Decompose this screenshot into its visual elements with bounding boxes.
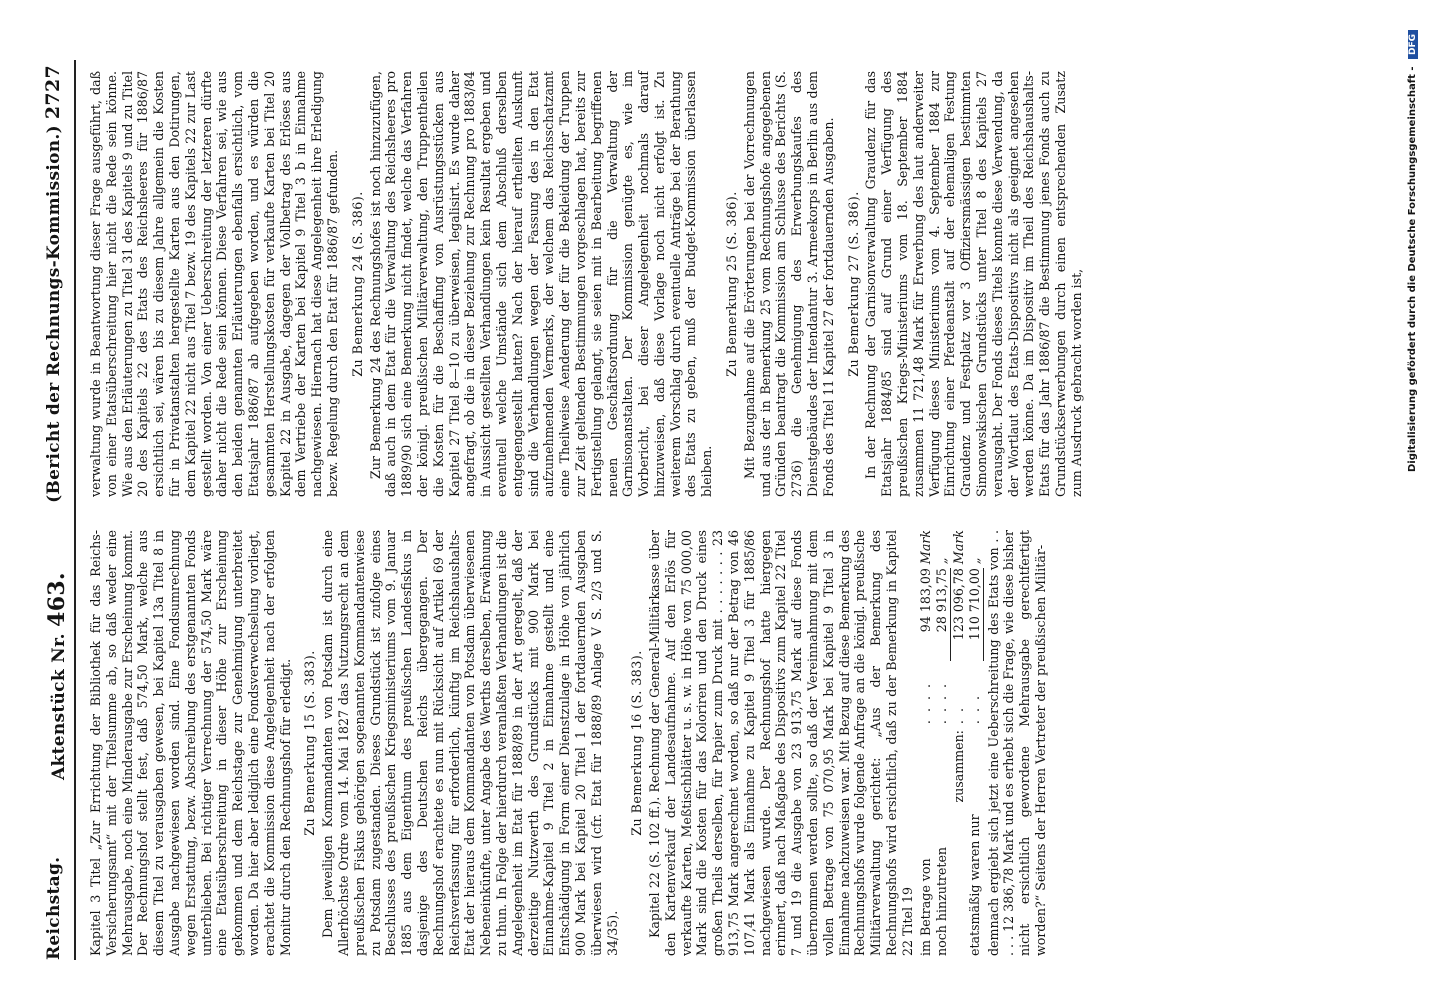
header-report-title: (Bericht der Rechnungs-Kommission.)	[44, 125, 64, 503]
header-rule	[74, 60, 76, 960]
header-aktenstueck-prefix: Aktenstück Nr.	[49, 633, 69, 780]
right-column	[88, 71, 1085, 497]
section-body-bemerkung-24: Zur Bemerkung 24 des Rechnungshofes ist noch hinzuzufügen, daß auch in dem Etat für die Verwaltung des Reichsheeres pro 1889/90 sich eine Bemerkung nicht findet, welche das Verfahren der königl. preußischen Militärverwaltung, den Truppentheilen die Kosten für die Beschaffung von Ausrüstungsstücken aus Kapitel 27 Titel 8—10 zu überweisen, legalisirt. Es wurde daher angefragt, ob die in dieser Beziehung zur Rechnung pro 1883/84 in Aussicht gestellten Verhandlungen kein Resultat ergeben und eventuell welche Umstände sich dem Abschluß derselben entgegengestellt hatten? Nach der hierauf ertheilten Auskunft sind die Verhandlungen wegen der Fassung des in den Etat aufzunehmenden Vermerks, der welchem das Reichsschatzamt eine Theilweise Aenderung der für die Bekleidung der Truppen zur Zeit geltenden Bestimmungen vorgeschlagen hat, bereits zur Fertigstellung gelangt, sie seien mit in Bearbeitung begriffenen neuen Geschäftsordnung für die Verwaltung der Garnisonanstalten. Der Kommission genügte es, wie im Vorbericht, bei dieser Angelegenheit nochmals darauf hinzuweisen, daß diese Vorlage noch nicht erfolgt ist. Zu weiterem Vorschlag durch eventuelle Anträge bei der Berathung des Etats zu geben, muß der Budget-Kommission überlassen bleiben.	[367, 71, 715, 497]
amount-label: noch hinzutreten	[934, 846, 950, 956]
left-column	[88, 530, 1049, 956]
amount-label: zusammen:	[950, 730, 966, 803]
amount-currency: „	[967, 557, 983, 565]
section-heading-bemerkung-25: Zu Bemerkung 25 (S. 386).	[724, 191, 740, 377]
section-heading-bemerkung-27: Zu Bemerkung 27 (S. 386).	[845, 191, 861, 377]
amount-leader: . .	[950, 706, 966, 725]
section-body-bemerkung-15: Dem jeweiligen Kommandanten von Potsdam ist durch eine Allerhöchste Ordre vom 14. Mai 1827 das Nutzungsrecht an dem preußischen Fiskus gehörigen sogenannten Kommandantenwiese zu Potsdam zugestanden. Dieses Grundstück ist zufolge eines Beschlusses des preußischen Kriegsministeriums vom 9. Januar 1885 aus dem Eigenthum des preußischen Landesfiskus in dasjenige des Deutschen Reichs übergegangen. Der Rechnungshof erachtete es nun mit Rücksicht auf Artikel 69 der Reichsverfassung für erforderlich, künftig im Reichshaushalts-Etat der hieraus dem Kommandanten von Potsdam überwiesenen Nebeneinkünfte, unter Angabe des Werths derselben, Erwähnung zu thun. In Folge der hierdurch veranlaßten Verhandlungen ist die Angelegenheit im Etat für 1888/89 in der Art geregelt, daß der derzeitige Nutzwerth des Grundstücks mit 900 Mark bei Einnahme-Kapitel 9 Titel 2 in Einnahme gestellt und eine Entschädigung in Form einer Dienstzulage in Höhe von jährlich 900 Mark bei Kapitel 20 Titel 1 der fortdauernden Ausgaben überwiesen wird (cfr. Etat für 1888/89 Anlage V S. 2/3 und S. 34/35).	[320, 530, 620, 956]
section-body-bemerkung-25: Mit Bezugnahme auf die Erörterungen bei der Vorrechnungen und aus der in Bemerkung 25 vom Rechnungshofe angegebenen Gründen beantragt die Kommission am Schlusse des Berichts (S. 2736) die Genehmigung des Erwerbungskaufes des Dienstgebäudes der Intendantur 3. Armeekorps in Berlin aus dem Fonds des Titel 11 Kapitel 27 der fortdauernden Ausgaben.	[741, 71, 836, 497]
amount-value: 94 183,09	[917, 568, 933, 633]
amount-currency: Mark	[917, 530, 933, 565]
digitization-credit-text: Digitalisierung gefördert durch die Deutsche Forschungsgemeinschaft -	[1407, 66, 1418, 473]
section-body-bemerkung-16: Kapitel 22 (S. 102 ff.). Rechnung der General-Militärkasse über den Kartenverkauf der Landesaufnahme. Auf den Erlös für verkaufte Karten, Meßtischblätter u. s. w. in Höhe von 75 000,00 Mark sind die Kosten für das Koloriren und den Druck eines großen Theils derselben, für Papier zum Druck mit . . . . . . . 23 913,75 Mark angerechnet worden, so daß nur der Betrag von 46 107,41 Mark als Einnahme zu Kapitel 9 Titel 3 für 1885/86 nachgewiesen wurde. Der Rechnungshof hatte hiergegen erinnert, daß nach Maßgabe des Dispositivs zum Kapitel 22 Titel 7 und 19 die Ausgabe von 23 913,75 Mark auf diese Fonds übernommen werden sollte, so daß der Vereinnahmung mit dem vollen Betrage von 75 070,95 Mark bei Kapitel 9 Titel 3 in Einnahme nachzuweisen war. Mit Bezug auf diese Bemerkung des Rechnungshofs wurde folgende Anfrage an die königl. preußische Militärverwaltung gerichtet: „Aus der Bemerkung des Rechnungshofs wird ersichtlich, daß zu der Bemerkung in Kapitel 22 Titel 19	[647, 530, 915, 956]
section-heading-bemerkung-15: Zu Bemerkung 15 (S. 383).	[302, 650, 318, 836]
right-intro-paragraph: verwaltung wurde in Beantwortung dieser Frage ausgeführt, daß von einer Etatsüberschreitung hier nicht die Rede sein könne. Wie aus den Erläuterungen zu Titel 31 des Kapitels 9 und zu Titel 20 des Kapitels 22 des Etats des Reichsheeres für 1886/87 ersichtlich sei, wären bis zu diesem Jahre allgemein die Kosten für in Privatanstalten hergestellte Karten aus den Dotirungen, dem Kapitel 22 nicht aus Titel 7 bezw. 19 des Kapitels 22 zur Last gestellt worden. Von einer Ueberschreitung der letzteren dürfte daher nicht die Rede sein können. Diese Verfahren sei, wie aus den beiden genannten Erläuterungen ebenfalls ersichtlich, vom Etatsjahr 1886/87 ab aufgegeben worden, und es würden die gesammten Herstellungskosten für verkaufte Karten bei Titel 20 Kapitel 22 in Ausgabe, dagegen der Vollbetrag des Erlöses aus dem Vertriebe der Karten bei Kapitel 9 Titel 3 b in Einnahme nachgewiesen. Hiernach hat diese Angelegenheit ihre Erledigung bezw. Regelung durch den Etat für 1886/87 gefunden.	[88, 71, 340, 497]
amount-currency: Mark	[950, 530, 966, 565]
amount-value: 110 710,00	[967, 568, 984, 661]
amount-label: etatsmäßig waren nur	[967, 814, 983, 956]
amount-row	[934, 530, 951, 956]
amount-value: 123 096,78	[950, 568, 966, 641]
dfg-logo: DFG	[1408, 30, 1418, 59]
page-number: 2727	[42, 65, 64, 120]
amount-leader: . . . .	[917, 682, 933, 725]
amount-table	[918, 530, 984, 956]
page-header	[44, 65, 70, 960]
section-heading-bemerkung-16: Zu Bemerkung 16 (S. 383).	[629, 650, 645, 836]
left-intro-paragraph: Kapitel 3 Titel „Zur Errichtung der Bibliothek für das Reichs-Versicherungsamt“ mit der Titelsumme ab, so daß weder eine Mehrausgabe, noch eine Minderausgabe zur Erscheinung kommt. Der Rechnungshof stellt fest, daß 574,50 Mark, welche aus diesem Titel zu verausgaben gewesen, bei Kapitel 13a Titel 8 in Ausgabe nachgewiesen worden sind. Eine Fondsumrechnung wegen Erstattung, bezw. Abschreibung des erstgenannten Fonds unterblieben. Bei richtiger Verrechnung der 574,50 Mark wäre eine Etatsüberschreitung in dieser Höhe zur Erscheinung gekommen und dem Reichstage zur Genehmigung unterbreitet worden. Da hier aber lediglich eine Fondsverwechselung vorliegt, erachtet die Kommission diese Angelegenheit nach der erfolgten Monitur durch den Rechnungshof für erledigt.	[88, 530, 293, 956]
amount-leader: . . . .	[934, 682, 950, 725]
header-reichstag: Reichstag.	[44, 856, 64, 960]
digitization-credit	[1407, 30, 1418, 970]
amount-row	[967, 530, 984, 956]
header-aktenstueck	[44, 572, 70, 780]
amount-label: im Betrage von	[917, 858, 933, 956]
left-closing-paragraph: demnach ergiebt sich jetzt eine Ueberschreitung des Etats von . . . . . 12 386,78 Mark und es erhebt sich die Frage, wie diese bisher nicht ersichtlich gewordene Mehrausgabe gerechtfertigt worden?“ Seitens der Herren Vertreter der preußischen Militär-	[985, 530, 1049, 956]
amount-row	[950, 530, 967, 956]
amount-currency: „	[934, 557, 950, 565]
header-aktenstueck-number: 463.	[44, 572, 70, 627]
section-body-bemerkung-27: In der Rechnung der Garnisonverwaltung Graudenz für das Etatsjahr 1884/85 sind auf Grund einer Verfügung des preußischen Kriegs-Ministeriums vom 18. September 1884 zusammen 11 721,48 Mark für Erwerbung des laut anderweiter Verfügung dieses Ministeriums vom 4. September 1884 zur Einrichtung einer Pferdeanstalt auf der ehemaligen Festung Graudenz und Festplatz vor 3 Offiziersmässigen bestimmten Simonowskischen Grundstücks unter Titel 8 des Kapitels 27 verausgabt. Der Fonds dieses Titels konnte diese Verwendung, da der Wortlaut des Etats-Dispositivs nicht als geeignet angesehen werden könne. Da im Dispositiv im Theil des Reichshaushalts-Etats für das Jahr 1886/87 die Bestimmung jenes Fonds auch zu Grundstückserwerbungen durch einen entsprechenden Zusatz zum Ausdruck gebracht worden ist,	[863, 71, 1084, 497]
amount-value: 28 913,75	[934, 568, 951, 661]
amount-leader: . . .	[967, 694, 983, 725]
amount-row	[918, 530, 934, 956]
section-heading-bemerkung-24: Zu Bemerkung 24 (S. 386).	[349, 191, 365, 377]
